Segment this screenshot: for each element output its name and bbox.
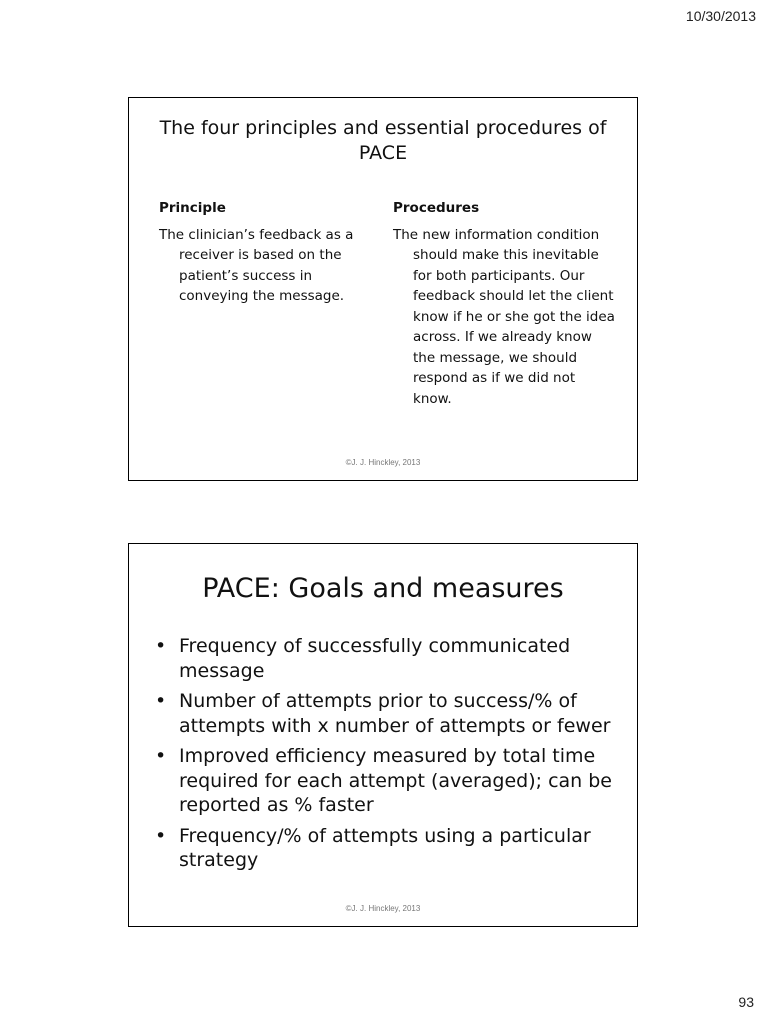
slide-pace-principles — [128, 97, 638, 481]
copyright-footer: ©J. J. Hinckley, 2013 — [345, 458, 421, 467]
slide-title: PACE: Goals and measures — [202, 573, 564, 604]
slide-pace-goals — [128, 543, 638, 927]
bullet-text: Frequency of successfully communicated message — [179, 635, 571, 682]
bullet-text: Frequency/% of attempts using a particular strategy — [179, 824, 591, 871]
slide-title: The four principles and essential procedures of PACE — [159, 117, 607, 164]
bullet-item — [155, 634, 617, 683]
bullet-text: Improved efficiency measured by total time required for each attempt (averaged); can be reported as % faster — [179, 745, 612, 816]
bullet-item — [155, 689, 617, 738]
bullet-icon: • — [155, 745, 167, 767]
goals-bullet-list — [155, 634, 617, 879]
page-number: 93 — [738, 994, 754, 1010]
bullet-icon: • — [155, 635, 167, 657]
bullet-icon: • — [155, 690, 167, 712]
procedures-text: The new information condition should make this inevitable for both participants. Our feedback should let the client know if he or she got the idea across. If we already know the message, we should respond as if we did not know. — [393, 226, 615, 407]
principle-heading: Principle — [159, 200, 226, 216]
page-date: 10/30/2013 — [685, 8, 756, 24]
bullet-text: Number of attempts prior to success/% of attempts with x number of attempts or fewer — [179, 690, 611, 737]
principle-column — [159, 198, 369, 307]
bullet-icon: • — [155, 824, 167, 847]
bullet-item — [155, 824, 617, 873]
copyright-footer: ©J. J. Hinckley, 2013 — [345, 904, 421, 913]
procedures-heading: Procedures — [393, 200, 480, 216]
bullet-item — [155, 744, 617, 818]
principle-text: The clinician’s feedback as a receiver is based on the patient’s success in conveying the message. — [159, 226, 354, 304]
procedures-column — [393, 198, 618, 409]
